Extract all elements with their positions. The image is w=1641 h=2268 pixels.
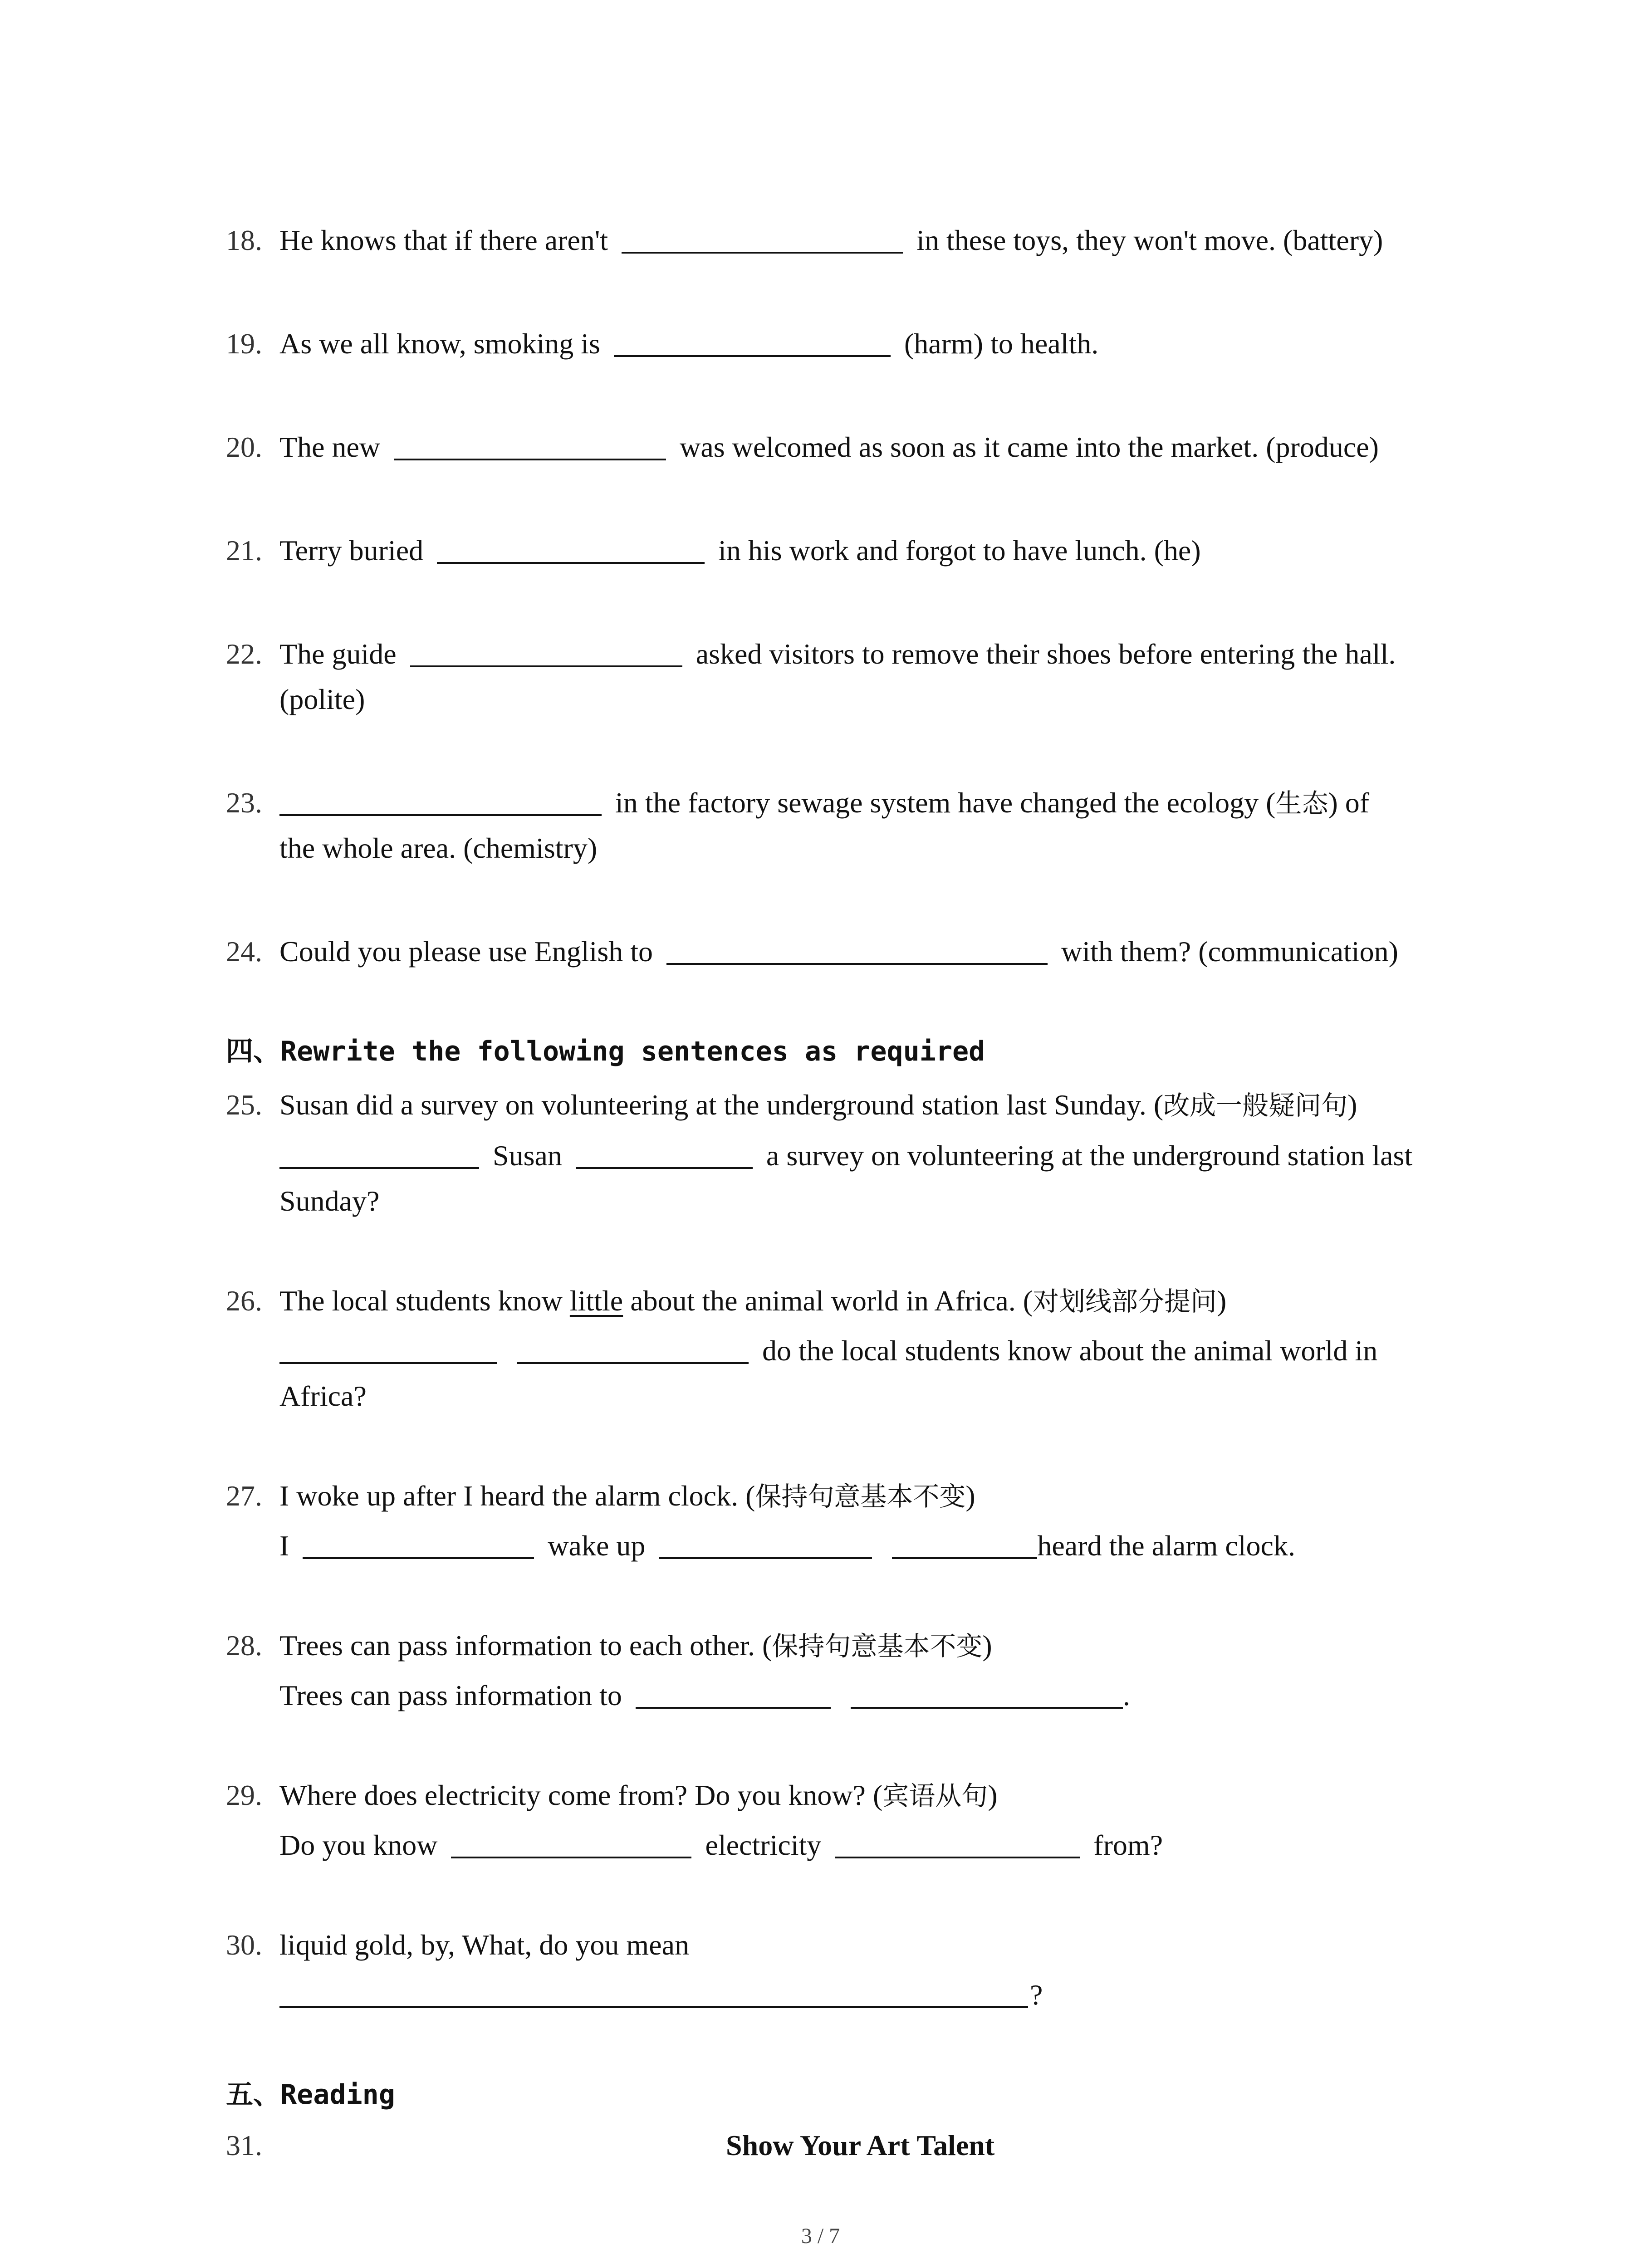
chinese-hint: 宾语从句 bbox=[882, 1780, 988, 1811]
question-text: about the animal world in Africa. ( bbox=[630, 1285, 1033, 1317]
question-number: 27. bbox=[226, 1480, 262, 1512]
answer-line-text: heard the alarm clock. bbox=[1037, 1530, 1295, 1562]
answer-blank[interactable] bbox=[835, 1829, 1080, 1858]
answer-blank[interactable] bbox=[851, 1680, 1123, 1709]
question-28-answer-line bbox=[279, 1677, 1468, 1714]
answer-line-text: Trees can pass information to bbox=[279, 1679, 622, 1711]
page-number: 3 / 7 bbox=[801, 2224, 840, 2248]
underlined-word: little bbox=[569, 1285, 623, 1317]
question-text: ) bbox=[988, 1779, 998, 1811]
answer-blank[interactable] bbox=[666, 936, 1048, 965]
answer-line-text: wake up bbox=[548, 1530, 646, 1562]
question-text: As we all know, smoking is bbox=[279, 327, 600, 360]
answer-blank[interactable] bbox=[517, 1335, 749, 1364]
answer-line-text: a survey on volunteering at the underground station last bbox=[766, 1139, 1413, 1172]
question-21 bbox=[226, 533, 1460, 569]
question-22 bbox=[226, 636, 1460, 672]
question-25 bbox=[226, 1087, 1460, 1123]
question-30 bbox=[226, 1927, 1460, 1963]
question-text: ) bbox=[1347, 1089, 1357, 1121]
question-number: 20. bbox=[226, 431, 262, 463]
question-text: in the factory sewage system have changed the ecology ( bbox=[615, 787, 1276, 819]
section-5-heading: 五、Reading bbox=[226, 2079, 395, 2111]
answer-blank[interactable] bbox=[636, 1680, 831, 1709]
question-23-continuation: the whole area. (chemistry) bbox=[279, 832, 598, 864]
answer-blank[interactable] bbox=[451, 1829, 691, 1858]
answer-blank[interactable] bbox=[279, 1979, 1028, 2008]
question-number: 30. bbox=[226, 1929, 262, 1961]
question-29-answer-line bbox=[279, 1827, 1468, 1863]
question-22-continuation: (polite) bbox=[279, 683, 365, 715]
answer-line-text: I bbox=[279, 1530, 289, 1562]
question-text: was welcomed as soon as it came into the market. (produce) bbox=[680, 431, 1379, 463]
question-text: Susan did a survey on volunteering at the underground station last Sunday. ( bbox=[279, 1089, 1164, 1121]
answer-blank[interactable] bbox=[576, 1140, 753, 1169]
answer-blank[interactable] bbox=[303, 1530, 534, 1559]
question-number: 29. bbox=[226, 1779, 262, 1811]
question-text: I woke up after I heard the alarm clock. ( bbox=[279, 1480, 755, 1512]
question-number: 24. bbox=[226, 935, 262, 968]
chinese-hint: 生态 bbox=[1275, 788, 1328, 819]
question-text: ) bbox=[965, 1480, 975, 1512]
question-number: 25. bbox=[226, 1089, 262, 1121]
question-28 bbox=[226, 1628, 1460, 1664]
question-24 bbox=[226, 934, 1460, 970]
question-text: asked visitors to remove their shoes before entering the hall. bbox=[696, 638, 1396, 670]
chinese-hint: 保持句意基本不变 bbox=[772, 1631, 983, 1662]
question-29 bbox=[226, 1777, 1460, 1813]
question-text: ) bbox=[1217, 1285, 1227, 1317]
answer-blank[interactable] bbox=[279, 787, 602, 816]
question-number: 22. bbox=[226, 638, 262, 670]
chinese-hint: 改成一般疑问句 bbox=[1163, 1090, 1348, 1121]
question-number: 23. bbox=[226, 787, 262, 819]
answer-line-text: Do you know bbox=[279, 1829, 438, 1861]
answer-blank[interactable] bbox=[279, 1140, 479, 1169]
question-text: The local students know bbox=[279, 1285, 563, 1317]
answer-blank[interactable] bbox=[437, 535, 705, 564]
question-18 bbox=[226, 222, 1460, 259]
question-text: Terry buried bbox=[279, 534, 424, 567]
question-26 bbox=[226, 1283, 1460, 1319]
question-text: in these toys, they won't move. (battery) bbox=[916, 224, 1383, 256]
question-number: 28. bbox=[226, 1629, 262, 1662]
question-19 bbox=[226, 326, 1460, 362]
question-20 bbox=[226, 429, 1460, 465]
question-number: 31. bbox=[226, 2129, 262, 2161]
answer-line-text: Susan bbox=[493, 1139, 562, 1172]
answer-blank[interactable] bbox=[659, 1530, 872, 1559]
chinese-hint: 对划线部分提问 bbox=[1033, 1286, 1217, 1317]
question-text: The new bbox=[279, 431, 381, 463]
section-4-heading: 四、Rewrite the following sentences as required bbox=[226, 1036, 985, 1067]
question-25-continuation: Sunday? bbox=[279, 1185, 380, 1217]
question-text: (harm) to health. bbox=[904, 327, 1099, 360]
question-27 bbox=[226, 1478, 1460, 1514]
question-26-continuation: Africa? bbox=[279, 1380, 367, 1412]
answer-line-text: . bbox=[1122, 1679, 1130, 1711]
question-30-answer-line bbox=[279, 1977, 1468, 2013]
chinese-hint: 保持句意基本不变 bbox=[755, 1481, 966, 1512]
question-number: 21. bbox=[226, 534, 262, 567]
question-27-answer-line bbox=[279, 1528, 1468, 1564]
question-text: He knows that if there aren't bbox=[279, 224, 608, 256]
answer-blank[interactable] bbox=[394, 431, 666, 460]
answer-blank[interactable] bbox=[614, 328, 891, 357]
answer-line-text: electricity bbox=[705, 1829, 822, 1861]
question-25-answer-line bbox=[279, 1138, 1468, 1174]
question-23 bbox=[226, 785, 1460, 821]
answer-blank[interactable] bbox=[622, 225, 903, 254]
reading-title: Show Your Art Talent bbox=[726, 2129, 995, 2161]
question-text: ) bbox=[982, 1629, 992, 1662]
answer-blank[interactable] bbox=[892, 1530, 1037, 1559]
question-text: Could you please use English to bbox=[279, 935, 653, 968]
question-text: Trees can pass information to each other. ( bbox=[279, 1629, 772, 1662]
question-text: Where does electricity come from? Do you know? ( bbox=[279, 1779, 883, 1811]
question-text: ) of bbox=[1328, 787, 1370, 819]
question-26-answer-line bbox=[279, 1333, 1468, 1369]
answer-line-text: from? bbox=[1093, 1829, 1163, 1861]
question-text: liquid gold, by, What, do you mean bbox=[279, 1929, 689, 1961]
question-text: with them? (communication) bbox=[1061, 935, 1398, 968]
answer-blank[interactable] bbox=[410, 638, 682, 667]
question-number: 19. bbox=[226, 327, 262, 360]
answer-blank[interactable] bbox=[279, 1335, 497, 1364]
question-number: 18. bbox=[226, 224, 262, 256]
answer-line-text: do the local students know about the animal world in bbox=[762, 1334, 1378, 1367]
answer-line-text: ? bbox=[1030, 1979, 1043, 2011]
question-text: in his work and forgot to have lunch. (he) bbox=[718, 534, 1201, 567]
question-text: The guide bbox=[279, 638, 397, 670]
question-number: 26. bbox=[226, 1285, 262, 1317]
